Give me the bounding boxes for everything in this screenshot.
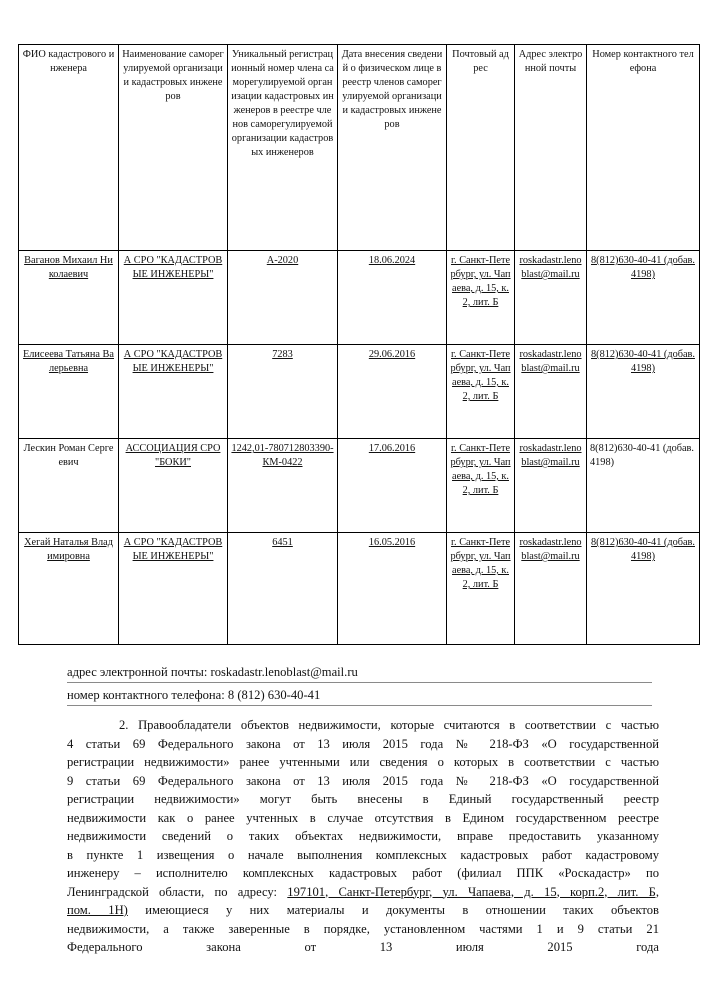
reg-number: 6451 bbox=[228, 533, 338, 645]
paragraph-line bbox=[67, 901, 659, 920]
sro-name: АССОЦИАЦИЯ СРО "БОКИ" bbox=[119, 439, 228, 533]
paragraph-line: 4 статьи 69 Федерального закона от 13 июля 2015 года № 218-ФЗ «О государственной bbox=[67, 736, 659, 751]
paragraph-line: недвижимости как о ранее учтенных в случае отсутствия в Едином государственном реестре bbox=[67, 810, 659, 825]
engineer-name: Хегай Наталья Владимировна bbox=[19, 533, 119, 645]
postal-address: г. Санкт-Петербург, ул. Чапаева, д. 15, к. 2, лит. Б bbox=[447, 345, 515, 439]
contact-phone-line: номер контактного телефона: 8 (812) 630-40-41 bbox=[67, 686, 652, 706]
phone-number: 8(812)630-40-41 (добав. 4198) bbox=[587, 533, 700, 645]
sro-name: А СРО "КАДАСТРОВЫЕ ИНЖЕНЕРЫ" bbox=[119, 533, 228, 645]
table-row bbox=[19, 439, 700, 533]
paragraph-line: в пункте 1 извещения о начале выполнения комплексных кадастровых работ кадастровому bbox=[67, 847, 659, 862]
header-reg-number: Уникальный регистрационный номер члена саморегулируемой организации кадастровых инженеров в реестре членов саморегулируемой организации кадастровых инженеров bbox=[228, 45, 338, 251]
entry-date: 18.06.2024 bbox=[338, 251, 447, 345]
header-sro-name: Наименование саморегулируемой организации кадастровых инженеров bbox=[119, 45, 228, 251]
paragraph-line-address bbox=[67, 883, 659, 902]
paragraph-2 bbox=[67, 716, 659, 957]
postal-address: г. Санкт-Петербург, ул. Чапаева, д. 15, к. 2, лит. Б bbox=[447, 439, 515, 533]
email-address: roskadastr.lenoblast@mail.ru bbox=[515, 439, 587, 533]
entry-date: 17.06.2016 bbox=[338, 439, 447, 533]
email-address: roskadastr.lenoblast@mail.ru bbox=[515, 533, 587, 645]
branch-address: 197101, Санкт-Петербург, ул. Чапаева, д. 15, корп.2, лит. Б, bbox=[287, 884, 659, 899]
entry-date: 16.05.2016 bbox=[338, 533, 447, 645]
address-prefix: Ленинградской области, по адресу: bbox=[67, 884, 288, 899]
paragraph-line: регистрации недвижимости» ранее учтенными или сведения о которых в соответствии с частью bbox=[67, 755, 659, 769]
paragraph-line: 2. Правообладатели объектов недвижимости, которые считаются в соответствии с частью bbox=[119, 718, 659, 732]
reg-number: 7283 bbox=[228, 345, 338, 439]
sro-name: А СРО "КАДАСТРОВЫЕ ИНЖЕНЕРЫ" bbox=[119, 251, 228, 345]
entry-date: 29.06.2016 bbox=[338, 345, 447, 439]
paragraph-text: имеющиеся у них материалы и документы в отношении таких объектов bbox=[127, 903, 659, 917]
engineer-name: Елисеева Татьяна Валерьевна bbox=[19, 345, 119, 439]
header-entry-date: Дата внесения сведений о физическом лице в реестр членов саморегулируемой организации кадастровых инженеров bbox=[338, 45, 447, 251]
table-row bbox=[19, 251, 700, 345]
contact-email-line: адрес электронной почты: roskadastr.lenoblast@mail.ru bbox=[67, 663, 652, 683]
sro-name: А СРО "КАДАСТРОВЫЕ ИНЖЕНЕРЫ" bbox=[119, 345, 228, 439]
paragraph-line: недвижимости сведений о таких объектах недвижимости, вправе предоставить указанному bbox=[67, 829, 659, 843]
postal-address: г. Санкт-Петербург, ул. Чапаева, д. 15, к. 2, лит. Б bbox=[447, 251, 515, 345]
paragraph-line: недвижимости, а также заверенные в порядке, установленном частями 1 и 9 статьи 21 bbox=[67, 921, 659, 936]
header-phone: Номер контактного телефона bbox=[587, 45, 700, 251]
cadastral-engineers-table bbox=[18, 44, 700, 645]
paragraph-line: 9 статьи 69 Федерального закона от 13 июля 2015 года № 218-ФЗ «О государственной bbox=[67, 773, 659, 788]
reg-number: А-2020 bbox=[228, 251, 338, 345]
engineer-name: Ваганов Михаил Николаевич bbox=[19, 251, 119, 345]
email-address: roskadastr.lenoblast@mail.ru bbox=[515, 345, 587, 439]
table-header-row bbox=[19, 45, 700, 251]
phone-number: 8(812)630-40-41 (добав. 4198) bbox=[587, 439, 700, 533]
premises-number: пом. 1Н) bbox=[67, 903, 128, 917]
paragraph-line: Федерального закона от 13 июля 2015 года bbox=[67, 940, 659, 954]
header-postal-address: Почтовый адрес bbox=[447, 45, 515, 251]
header-fio: ФИО кадастрового инженера bbox=[19, 45, 119, 251]
phone-number: 8(812)630-40-41 (добав. 4198) bbox=[587, 345, 700, 439]
postal-address: г. Санкт-Петербург, ул. Чапаева, д. 15, к. 2, лит. Б bbox=[447, 533, 515, 645]
table-row bbox=[19, 345, 700, 439]
header-email: Адрес электронной почты bbox=[515, 45, 587, 251]
paragraph-line: регистрации недвижимости» могут быть внесены в Единый государственный реестр bbox=[67, 792, 659, 806]
phone-number: 8(812)630-40-41 (добав. 4198) bbox=[587, 251, 700, 345]
email-address: roskadastr.lenoblast@mail.ru bbox=[515, 251, 587, 345]
engineer-name: Лескин Роман Сергеевич bbox=[19, 439, 119, 533]
table-row bbox=[19, 533, 700, 645]
reg-number: 1242,01-780712803390-КМ-0422 bbox=[228, 439, 338, 533]
paragraph-line: инженеру – исполнителю комплексных кадастровых работ (филиал ППК «Роскадастр» по bbox=[67, 866, 659, 880]
